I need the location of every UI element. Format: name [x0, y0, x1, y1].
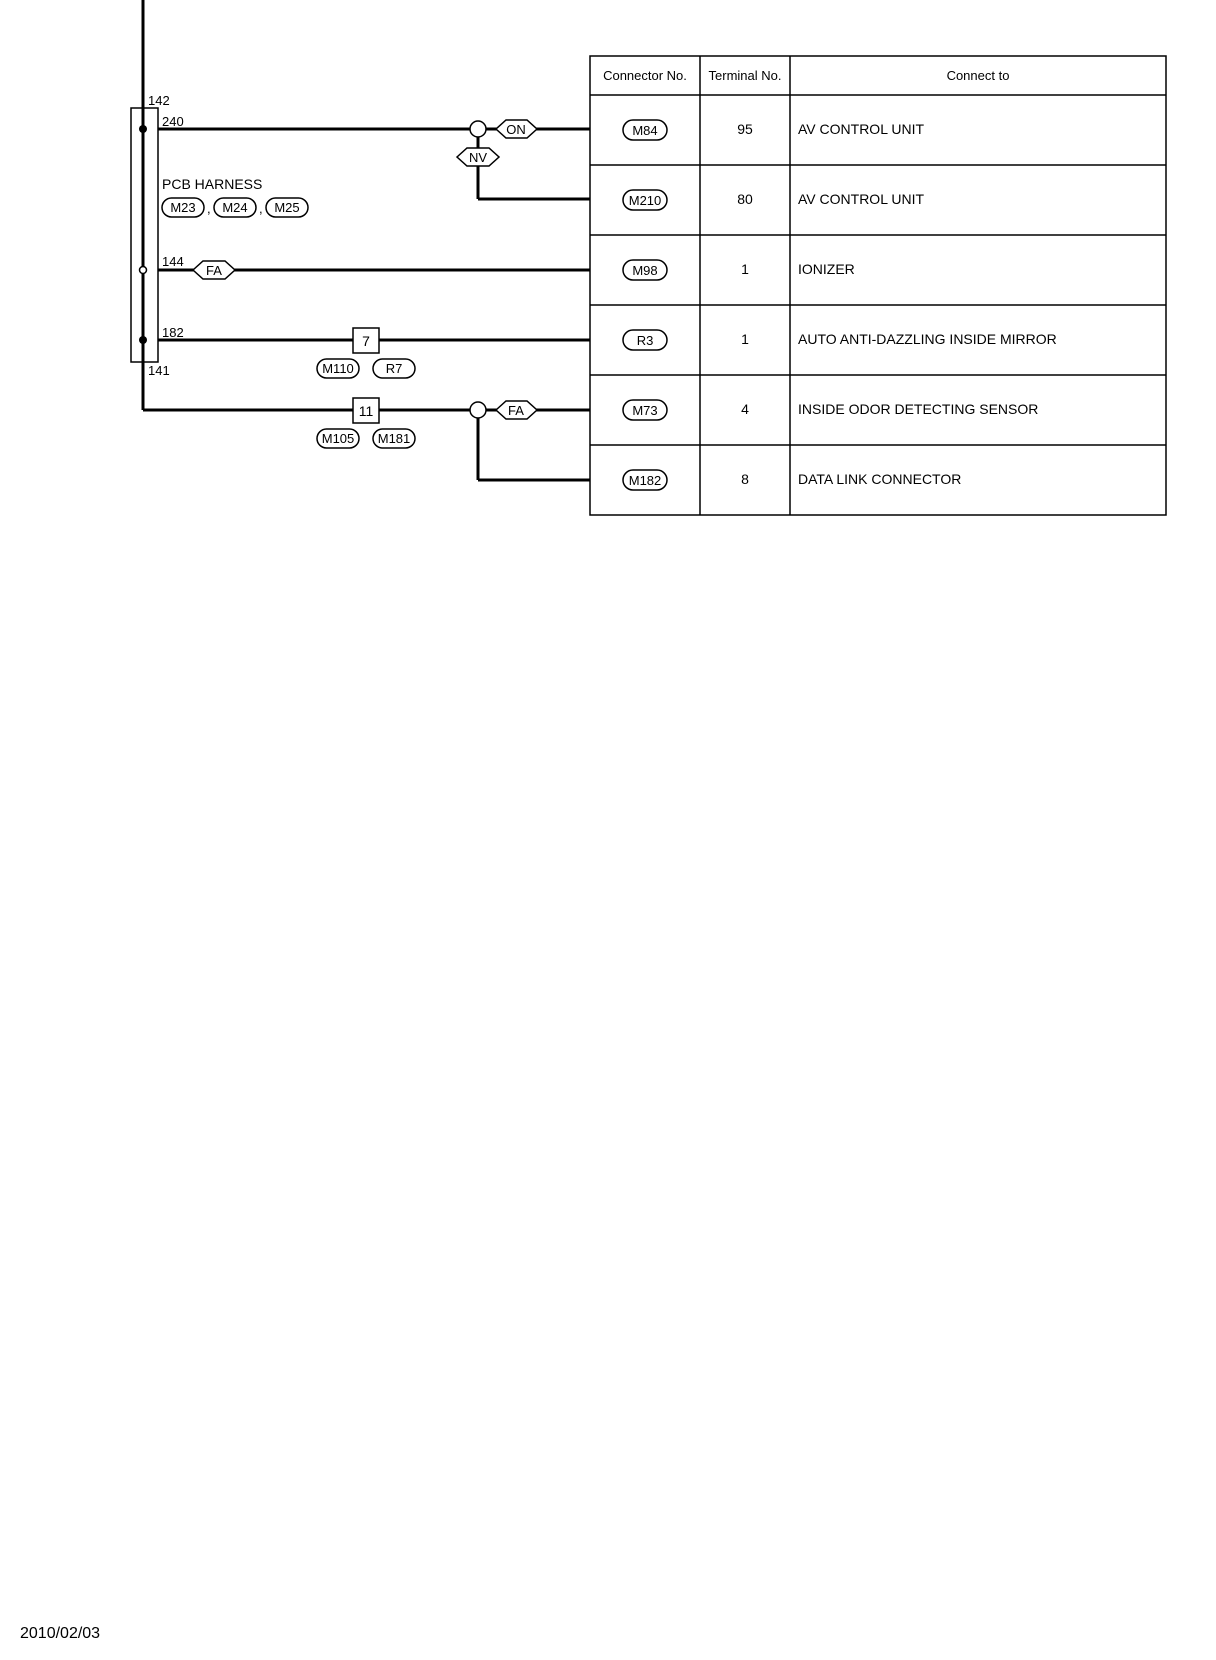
splice-circle-lower [470, 402, 486, 418]
footer-date: 2010/02/03 [20, 1625, 101, 1642]
table-cell-connect-to: INSIDE ODOR DETECTING SENSOR [798, 401, 1039, 417]
tag-on: ON [506, 122, 526, 137]
pin-240: 240 [162, 114, 184, 129]
pin-top: 142 [148, 93, 170, 108]
joint-11-connector-m105: M105 [321, 431, 355, 446]
table-row [623, 190, 924, 210]
joint-7-connector-m110: M110 [322, 361, 354, 376]
harness-connector-m24: M24 [222, 200, 248, 215]
pcb-harness [131, 93, 308, 378]
tag-fa-lower: FA [508, 403, 524, 418]
table-cell-connect-to: AV CONTROL UNIT [798, 121, 925, 137]
splice-circle-upper [470, 121, 486, 137]
table-cell-terminal: 8 [741, 471, 749, 487]
tag-fa-upper: FA [206, 263, 222, 278]
pin-182: 182 [162, 325, 184, 340]
table-cell-connector: M73 [632, 403, 658, 418]
table-cell-terminal: 4 [741, 401, 749, 417]
splice-dot-240 [139, 125, 147, 133]
table-row [623, 470, 961, 490]
table-row [623, 400, 1038, 420]
table-header-connector: Connector No. [603, 68, 687, 83]
joint-7-number: 7 [362, 333, 370, 349]
harness-connector-m23: M23 [170, 200, 196, 215]
joint-11 [317, 398, 415, 448]
pin-144: 144 [162, 254, 184, 269]
table-row [623, 260, 855, 280]
joint-11-number: 11 [358, 403, 374, 419]
table-cell-terminal: 1 [741, 331, 749, 347]
table-row [623, 330, 1057, 350]
harness-connector-m25: M25 [274, 200, 300, 215]
table-cell-connect-to: AV CONTROL UNIT [798, 191, 925, 207]
table-cell-connector: M210 [628, 193, 662, 208]
table-cell-connector: M98 [632, 263, 658, 278]
harness-separator-2: , [259, 201, 263, 216]
tag-nv: NV [468, 150, 488, 165]
table-cell-terminal: 1 [741, 261, 749, 277]
joint-11-connector-m181: M181 [377, 431, 411, 446]
table-cell-terminal: 80 [737, 191, 753, 207]
table-cell-connect-to: IONIZER [798, 261, 855, 277]
table-row [623, 120, 924, 140]
harness-label: PCB HARNESS [162, 176, 263, 192]
pin-bottom: 141 [148, 363, 170, 378]
splice-dot-182 [139, 336, 147, 344]
table-cell-connector: M84 [632, 123, 658, 138]
table-cell-connect-to: DATA LINK CONNECTOR [798, 471, 962, 487]
table-header-connect-to: Connect to [946, 68, 1010, 83]
table-cell-connector: R3 [636, 333, 654, 348]
table-cell-connect-to: AUTO ANTI-DAZZLING INSIDE MIRROR [798, 331, 1057, 347]
table-header-terminal: Terminal No. [708, 68, 782, 83]
splice-dot-144 [140, 267, 147, 274]
table-cell-connector: M182 [628, 473, 662, 488]
connector-table [590, 56, 1166, 515]
table-cell-terminal: 95 [737, 121, 753, 137]
joint-7-connector-r7: R7 [385, 361, 403, 376]
harness-separator-1: , [207, 201, 211, 216]
joint-7 [317, 328, 415, 378]
